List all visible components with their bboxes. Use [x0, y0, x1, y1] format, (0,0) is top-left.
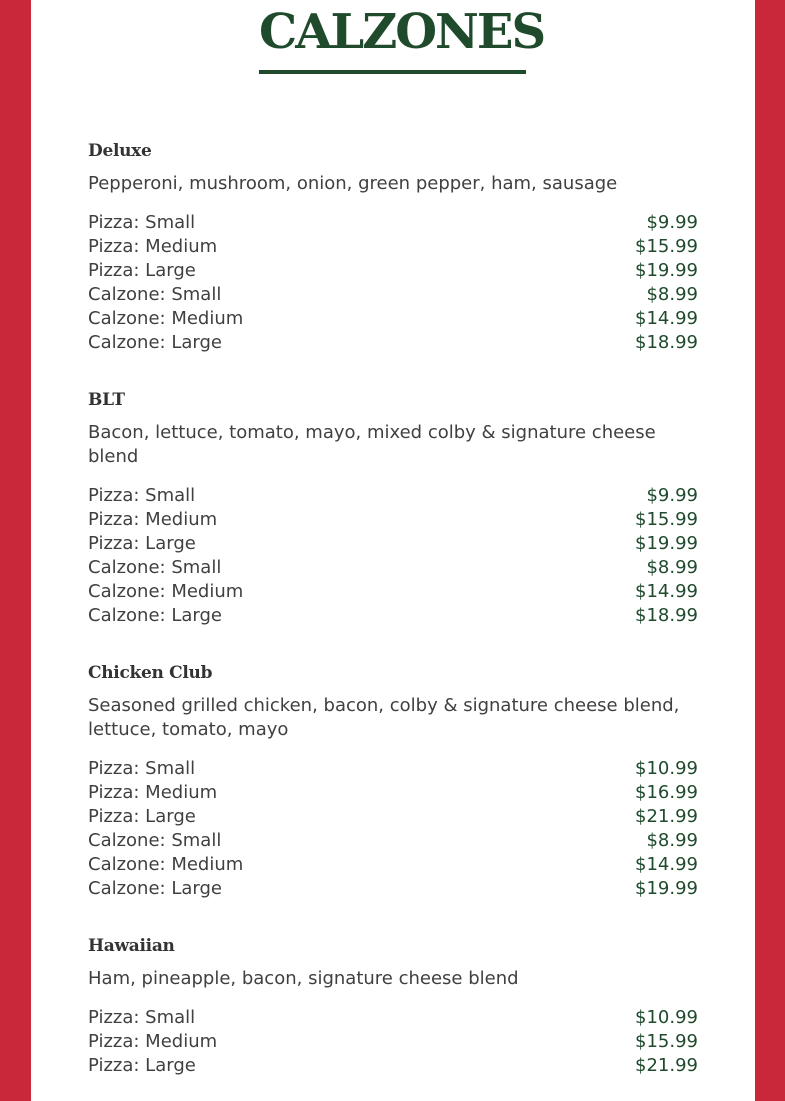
price-label: Pizza: Medium — [88, 1031, 218, 1052]
price-row — [88, 1054, 698, 1078]
price-row — [88, 757, 698, 781]
price-row — [88, 1030, 698, 1054]
price-label: Pizza: Medium — [88, 509, 218, 530]
price-value: $21.99 — [635, 806, 698, 827]
price-value: $19.99 — [635, 533, 698, 554]
price-value: $8.99 — [646, 284, 698, 305]
menu-item-description: Seasoned grilled chicken, bacon, colby & signature cheese blend, lettuce, tomato, mayo — [88, 695, 680, 740]
price-row — [88, 805, 698, 829]
price-row — [88, 781, 698, 805]
price-label: Calzone: Medium — [88, 581, 244, 602]
price-row — [88, 532, 698, 556]
price-label: Calzone: Small — [88, 830, 222, 851]
title-underline — [259, 70, 526, 74]
price-value: $14.99 — [635, 581, 698, 602]
menu-item — [88, 385, 698, 628]
menu-item — [88, 658, 698, 901]
price-value: $9.99 — [646, 212, 698, 233]
menu-item-name: Hawaiian — [88, 936, 175, 956]
menu-item-description: Pepperoni, mushroom, onion, green pepper, ham, sausage — [88, 173, 618, 194]
price-label: Calzone: Medium — [88, 308, 244, 329]
page-title: CALZONES — [259, 4, 545, 60]
price-value: $15.99 — [635, 236, 698, 257]
price-label: Pizza: Small — [88, 212, 196, 233]
price-label: Calzone: Medium — [88, 854, 244, 875]
price-label: Pizza: Large — [88, 806, 196, 827]
price-label: Pizza: Large — [88, 1055, 196, 1076]
price-row — [88, 211, 698, 235]
price-row — [88, 283, 698, 307]
price-row — [88, 259, 698, 283]
price-label: Calzone: Large — [88, 878, 222, 899]
price-row — [88, 853, 698, 877]
price-row — [88, 331, 698, 355]
price-row — [88, 484, 698, 508]
left-border-stripe — [0, 0, 31, 1101]
section-header — [259, 0, 545, 74]
price-row — [88, 508, 698, 532]
price-value: $8.99 — [646, 830, 698, 851]
price-label: Calzone: Small — [88, 557, 222, 578]
menu-item-name: BLT — [88, 390, 125, 410]
menu-item-name: Chicken Club — [88, 663, 213, 683]
price-value: $9.99 — [646, 485, 698, 506]
price-label: Pizza: Medium — [88, 236, 218, 257]
price-value: $18.99 — [635, 605, 698, 626]
price-value: $19.99 — [635, 878, 698, 899]
price-label: Pizza: Large — [88, 260, 196, 281]
price-row — [88, 307, 698, 331]
price-label: Pizza: Large — [88, 533, 196, 554]
price-value: $15.99 — [635, 1031, 698, 1052]
price-label: Calzone: Small — [88, 284, 222, 305]
price-value: $8.99 — [646, 557, 698, 578]
price-value: $10.99 — [635, 1007, 698, 1028]
price-row — [88, 1006, 698, 1030]
price-label: Pizza: Small — [88, 485, 196, 506]
menu-item-name: Deluxe — [88, 141, 152, 161]
menu-item — [88, 931, 698, 1078]
price-label: Calzone: Large — [88, 332, 222, 353]
menu-item-description: Ham, pineapple, bacon, signature cheese blend — [88, 968, 519, 989]
menu-item — [88, 136, 698, 355]
price-row — [88, 235, 698, 259]
price-value: $18.99 — [635, 332, 698, 353]
price-value: $15.99 — [635, 509, 698, 530]
price-row — [88, 556, 698, 580]
price-label: Pizza: Small — [88, 1007, 196, 1028]
price-row — [88, 604, 698, 628]
price-row — [88, 580, 698, 604]
menu-item-description: Bacon, lettuce, tomato, mayo, mixed colby & signature cheese blend — [88, 422, 656, 467]
price-label: Pizza: Small — [88, 758, 196, 779]
price-value: $19.99 — [635, 260, 698, 281]
price-value: $16.99 — [635, 782, 698, 803]
price-row — [88, 829, 698, 853]
price-value: $21.99 — [635, 1055, 698, 1076]
price-value: $10.99 — [635, 758, 698, 779]
price-label: Calzone: Large — [88, 605, 222, 626]
menu-page — [31, 0, 755, 1101]
price-row — [88, 877, 698, 901]
price-label: Pizza: Medium — [88, 782, 218, 803]
right-border-stripe — [755, 0, 785, 1101]
price-value: $14.99 — [635, 854, 698, 875]
price-value: $14.99 — [635, 308, 698, 329]
menu-item-list — [88, 136, 698, 1101]
